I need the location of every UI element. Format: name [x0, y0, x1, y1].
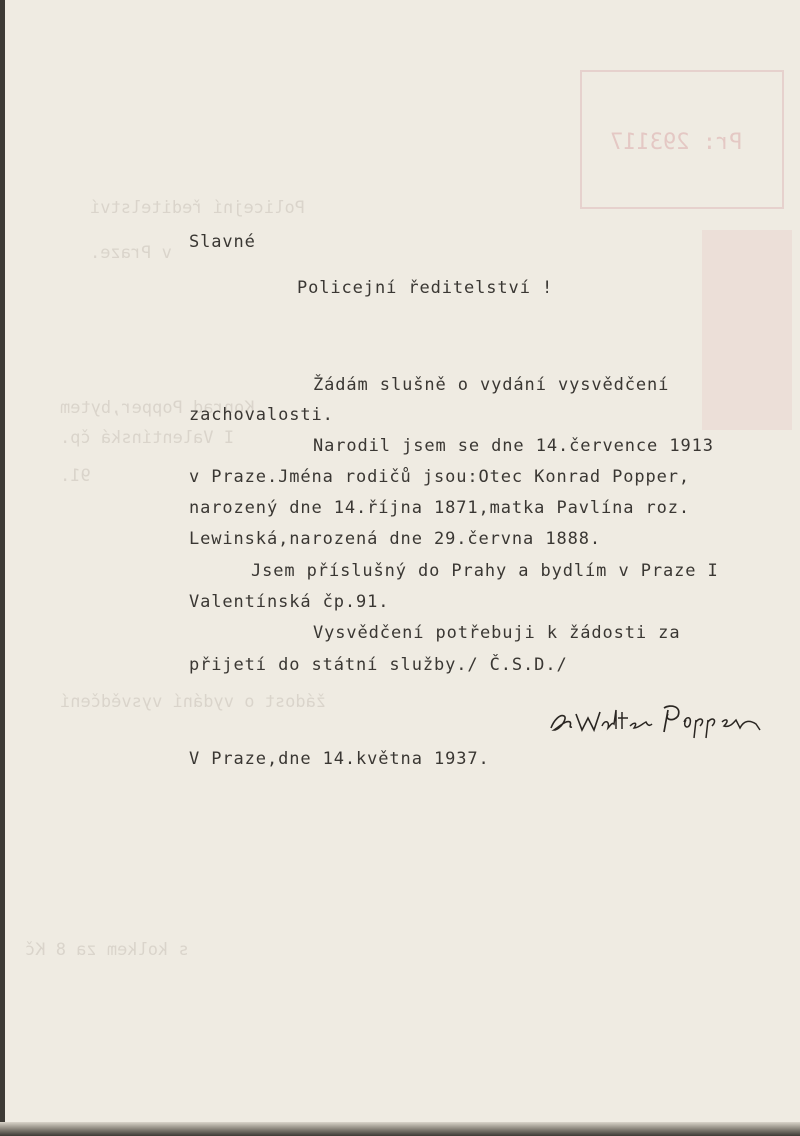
show-through-text: I Valentínská čp.	[60, 428, 234, 448]
show-through-text: 91.	[60, 466, 91, 486]
show-through-text: v Praze.	[90, 243, 172, 263]
handwritten-signature	[546, 700, 766, 740]
place-and-date: V Praze,dne 14.května 1937.	[189, 749, 490, 769]
body-line: zachovalosti.	[189, 405, 334, 425]
show-through-stamp	[570, 60, 800, 390]
addressee: Policejní ředitelství !	[297, 278, 554, 298]
body-line: Vysvědčení potřebuji k žádosti za	[313, 623, 681, 643]
show-through-text: s kolkem za 8 Kč	[25, 940, 189, 960]
body-line: v Praze.Jména rodičů jsou:Otec Konrad Popper,	[189, 467, 691, 487]
body-line: Lewinská,narozená dne 29.června 1888.	[189, 529, 601, 549]
revenue-stamp-ghost	[702, 230, 792, 430]
body-line: Valentínská čp.91.	[189, 592, 390, 612]
show-through-text: Policejní ředitelství	[90, 198, 305, 218]
body-line: Jsem příslušný do Prahy a bydlím v Praze I	[251, 561, 719, 581]
page-edge-shadow	[0, 0, 5, 1136]
page-bottom-edge	[0, 1122, 800, 1136]
body-line: narozený dne 14.října 1871,matka Pavlína roz.	[189, 498, 691, 518]
show-through-text: Konrad Popper,bytem	[60, 398, 255, 418]
body-line: Narodil jsem se dne 14.července 1913	[313, 436, 714, 456]
show-through-text: žádost o vydání vysvědčení	[60, 692, 327, 712]
body-line: Žádám slušně o vydání vysvědčení	[313, 375, 670, 395]
salutation: Slavné	[189, 232, 256, 252]
stamp-number: Pr: 293117	[610, 130, 743, 155]
body-line: přijetí do státní služby./ Č.S.D./	[189, 655, 568, 675]
